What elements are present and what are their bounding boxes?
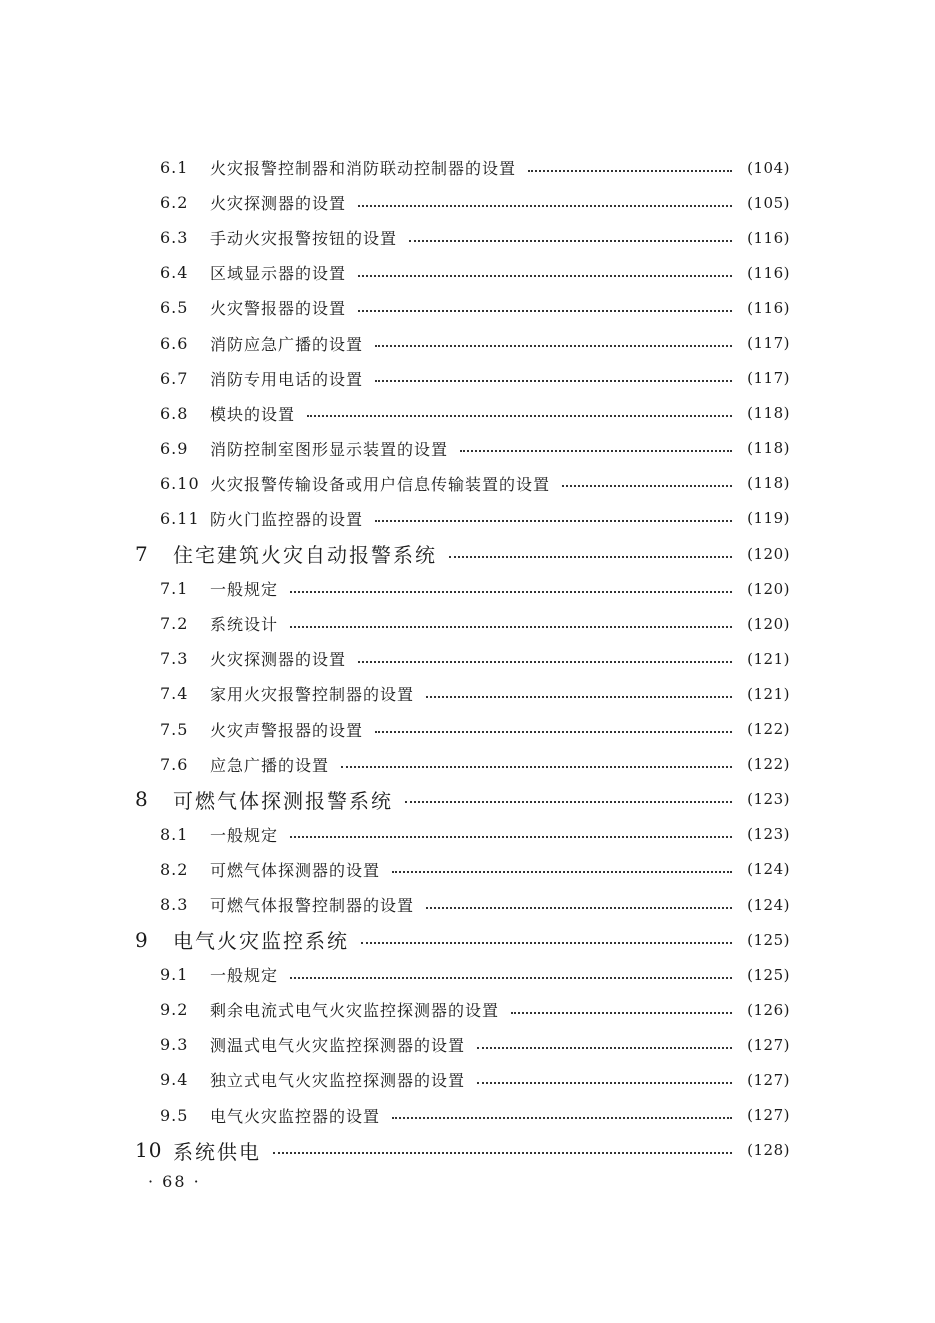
toc-entry-page: (118) [747, 404, 790, 423]
toc-entry-page: (122) [747, 720, 790, 739]
toc-entry-number: 6.9 [160, 438, 189, 458]
toc-entry-number: 7.6 [160, 754, 189, 774]
toc-entry-page: (116) [747, 298, 790, 317]
toc-entry-title: 可燃气体探测器的设置 [210, 860, 381, 880]
toc-entry-page: (116) [747, 263, 790, 282]
toc-section-entry [0, 396, 935, 431]
toc-entry-title: 防火门监控器的设置 [210, 509, 364, 529]
toc-entry-number: 8 [135, 787, 149, 812]
dot-leader [426, 907, 732, 909]
dot-leader [273, 1152, 732, 1154]
toc-entry-number: 8.3 [160, 895, 189, 915]
toc-entry-page: (124) [747, 860, 790, 879]
toc-entry-page: (120) [747, 579, 790, 598]
toc-entry-page: (119) [747, 509, 790, 528]
dot-leader [358, 205, 732, 207]
toc-section-entry [0, 712, 935, 747]
toc-entry-title: 剩余电流式电气火灾监控探测器的设置 [210, 1001, 500, 1021]
toc-section-entry [0, 255, 935, 290]
toc-entry-number: 7 [135, 541, 149, 566]
toc-section-entry [0, 606, 935, 641]
toc-entry-title: 模块的设置 [210, 404, 296, 424]
dot-leader [409, 240, 732, 242]
toc-entry-number: 9.2 [160, 1000, 189, 1020]
toc-entry-title: 可燃气体探测报警系统 [173, 788, 393, 813]
toc-entry-title: 一般规定 [210, 825, 279, 845]
toc-section-entry [0, 887, 935, 922]
toc-entry-page: (105) [747, 193, 790, 212]
dot-leader [358, 661, 732, 663]
toc-entry-number: 6.3 [160, 228, 189, 248]
toc-entry-title: 电气火灾监控器的设置 [210, 1106, 381, 1126]
toc-entry-page: (127) [747, 1070, 790, 1089]
dot-leader [511, 1012, 732, 1014]
dot-leader [290, 977, 732, 979]
toc-section-entry [0, 290, 935, 325]
toc-section-entry [0, 220, 935, 255]
toc-entry-title: 测温式电气火灾监控探测器的设置 [210, 1036, 466, 1056]
dot-leader [528, 170, 732, 172]
toc-section-entry [0, 571, 935, 606]
toc-entry-page: (121) [747, 684, 790, 703]
toc-section-entry [0, 817, 935, 852]
dot-leader [375, 380, 732, 382]
toc-entry-page: (125) [747, 930, 790, 949]
toc-entry-number: 6.2 [160, 193, 189, 213]
toc-section-entry [0, 325, 935, 360]
toc-entry-title: 火灾警报器的设置 [210, 299, 347, 319]
toc-entry-page: (120) [747, 544, 790, 563]
dot-leader [460, 450, 732, 452]
toc-entry-number: 7.1 [160, 579, 189, 599]
toc-entry-number: 6.1 [160, 158, 189, 178]
toc-chapter-entry [0, 922, 935, 957]
toc-entry-title: 住宅建筑火灾自动报警系统 [173, 543, 437, 568]
toc-entry-number: 9.4 [160, 1070, 189, 1090]
page-number-footer: · 68 · [148, 1172, 201, 1191]
toc-entry-page: (126) [747, 1000, 790, 1019]
toc-entry-title: 区域显示器的设置 [210, 264, 347, 284]
dot-leader [341, 766, 732, 768]
toc-entry-number: 6.4 [160, 263, 189, 283]
toc-section-entry [0, 641, 935, 676]
toc-entry-page: (127) [747, 1106, 790, 1125]
toc-chapter-entry [0, 1133, 935, 1168]
toc-entry-number: 6.8 [160, 403, 189, 423]
toc-entry-number: 8.1 [160, 824, 189, 844]
dot-leader [358, 310, 732, 312]
toc-section-entry [0, 1062, 935, 1097]
toc-entry-number: 7.3 [160, 649, 189, 669]
dot-leader [375, 345, 732, 347]
toc-entry-number: 6.10 [160, 473, 200, 493]
dot-leader [375, 731, 732, 733]
toc-entry-title: 系统设计 [210, 615, 279, 635]
toc-entry-page: (117) [747, 334, 790, 353]
toc-entry-title: 家用火灾报警控制器的设置 [210, 685, 415, 705]
toc-section-entry [0, 361, 935, 396]
toc-section-entry [0, 1098, 935, 1133]
dot-leader [307, 415, 732, 417]
dot-leader [449, 556, 732, 558]
toc-entry-title: 独立式电气火灾监控探测器的设置 [210, 1071, 466, 1091]
toc-entry-page: (121) [747, 649, 790, 668]
toc-entry-number: 9.3 [160, 1035, 189, 1055]
toc-entry-number: 6.7 [160, 368, 189, 388]
toc-entry-page: (125) [747, 965, 790, 984]
toc-entry-title: 一般规定 [210, 580, 279, 600]
toc-entry-title: 电气火灾监控系统 [173, 929, 349, 954]
toc-entry-number: 6.6 [160, 333, 189, 353]
dot-leader [405, 801, 732, 803]
toc-entry-page: (104) [747, 158, 790, 177]
toc-entry-title: 消防专用电话的设置 [210, 369, 364, 389]
toc-entry-number: 7.5 [160, 719, 189, 739]
toc-section-entry [0, 185, 935, 220]
toc-entry-number: 9.1 [160, 965, 189, 985]
toc-section-entry [0, 466, 935, 501]
dot-leader [290, 626, 732, 628]
toc-entry-number: 6.11 [160, 508, 200, 528]
toc-section-entry [0, 852, 935, 887]
toc-entry-title: 可燃气体报警控制器的设置 [210, 896, 415, 916]
toc-section-entry [0, 957, 935, 992]
toc-entry-title: 系统供电 [173, 1139, 261, 1164]
toc-entry-title: 火灾报警控制器和消防联动控制器的设置 [210, 159, 517, 179]
toc-entry-title: 消防应急广播的设置 [210, 334, 364, 354]
toc-entry-title: 应急广播的设置 [210, 755, 330, 775]
toc-section-entry [0, 992, 935, 1027]
dot-leader [392, 1117, 732, 1119]
toc-section-entry [0, 676, 935, 711]
dot-leader [426, 696, 732, 698]
toc-entry-number: 9.5 [160, 1105, 189, 1125]
toc-entry-number: 10 [135, 1138, 163, 1163]
toc-entry-number: 8.2 [160, 859, 189, 879]
toc-entry-page: (116) [747, 228, 790, 247]
toc-entry-page: (123) [747, 825, 790, 844]
table-of-contents [0, 150, 935, 1168]
toc-entry-page: (120) [747, 614, 790, 633]
dot-leader [361, 942, 732, 944]
toc-chapter-entry [0, 536, 935, 571]
toc-entry-page: (118) [747, 474, 790, 493]
toc-section-entry [0, 150, 935, 185]
toc-entry-number: 9 [135, 927, 149, 952]
toc-entry-page: (128) [747, 1141, 790, 1160]
toc-entry-title: 消防控制室图形显示装置的设置 [210, 439, 449, 459]
toc-chapter-entry [0, 782, 935, 817]
toc-section-entry [0, 431, 935, 466]
toc-entry-number: 6.5 [160, 298, 189, 318]
dot-leader [358, 275, 732, 277]
toc-entry-page: (127) [747, 1035, 790, 1054]
toc-entry-page: (123) [747, 790, 790, 809]
toc-entry-page: (122) [747, 755, 790, 774]
toc-entry-page: (124) [747, 895, 790, 914]
toc-section-entry [0, 747, 935, 782]
toc-entry-number: 7.2 [160, 614, 189, 634]
toc-entry-page: (117) [747, 369, 790, 388]
toc-section-entry [0, 501, 935, 536]
toc-entry-page: (118) [747, 439, 790, 458]
toc-entry-title: 火灾声警报器的设置 [210, 720, 364, 740]
dot-leader [562, 485, 732, 487]
toc-entry-title: 火灾报警传输设备或用户信息传输装置的设置 [210, 474, 551, 494]
dot-leader [392, 871, 732, 873]
toc-entry-title: 手动火灾报警按钮的设置 [210, 229, 398, 249]
dot-leader [375, 520, 732, 522]
toc-entry-title: 火灾探测器的设置 [210, 194, 347, 214]
dot-leader [290, 591, 732, 593]
toc-entry-number: 7.4 [160, 684, 189, 704]
dot-leader [477, 1082, 732, 1084]
toc-section-entry [0, 1027, 935, 1062]
dot-leader [477, 1047, 732, 1049]
toc-entry-title: 一般规定 [210, 966, 279, 986]
dot-leader [290, 836, 732, 838]
toc-entry-title: 火灾探测器的设置 [210, 650, 347, 670]
